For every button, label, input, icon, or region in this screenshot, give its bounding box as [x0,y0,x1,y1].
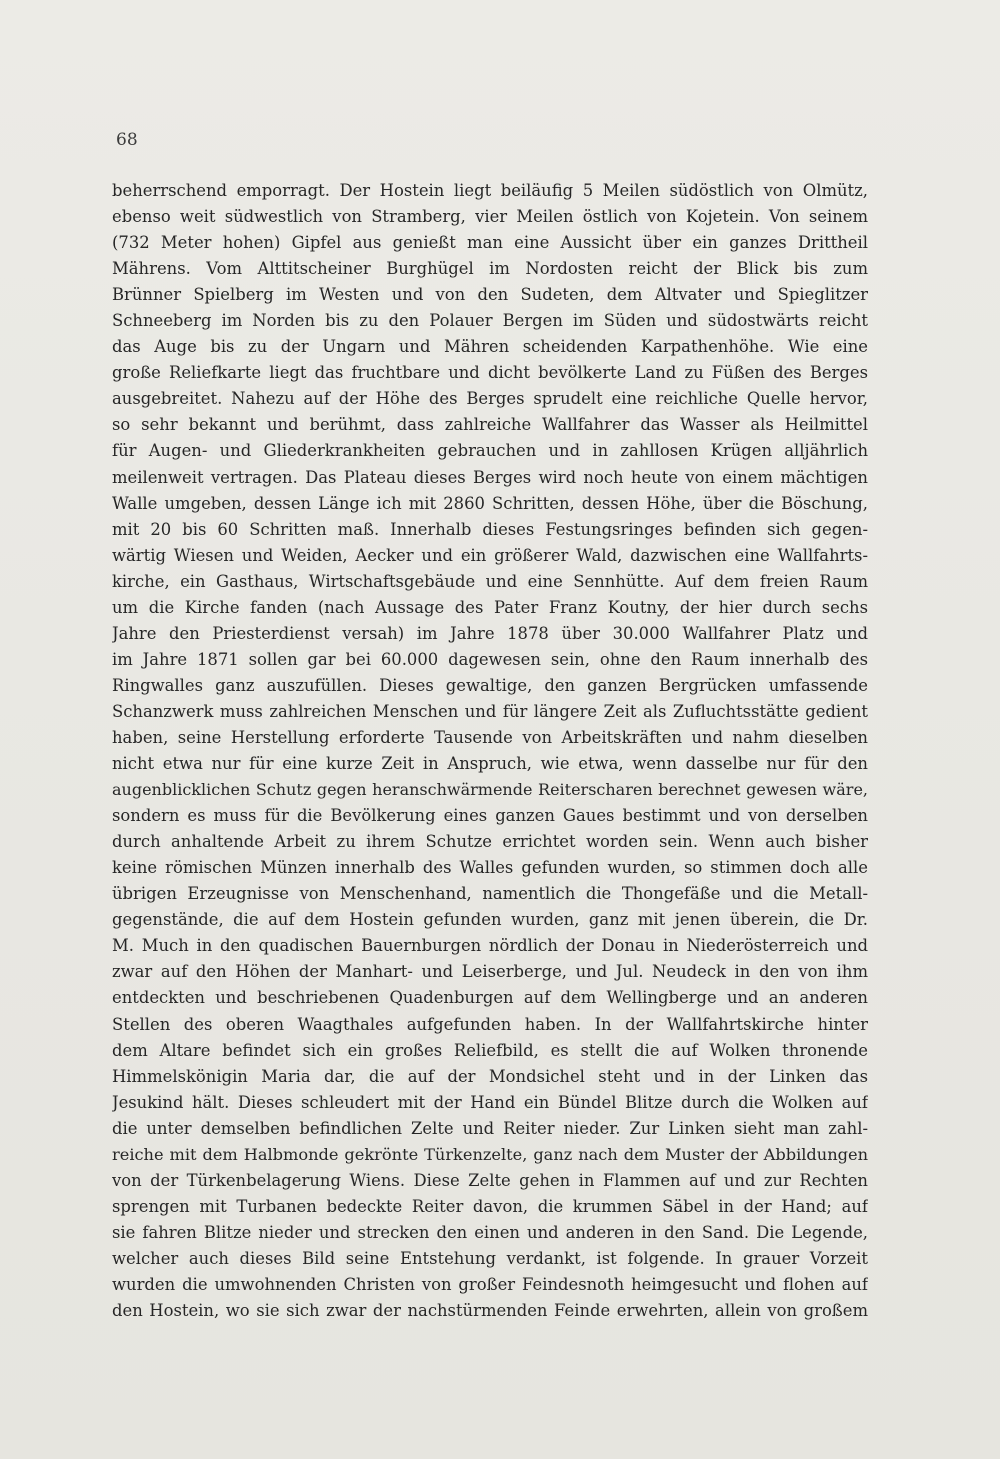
text-line: durch anhaltende Arbeit zu ihrem Schutze errichtet worden sein. Wenn auch bisher [112,832,868,852]
text-line: Brünner Spielberg im Westen und von den Sudeten, dem Altvater und Spieglitzer [112,285,868,305]
text-line: mit 20 bis 60 Schritten maß. Innerhalb dieses Festungsringes befinden sich gegen- [112,519,868,539]
text-line: das Auge bis zu der Ungarn und Mähren scheidenden Karpathenhöhe. Wie eine [112,337,868,357]
text-line: nicht etwa nur für eine kurze Zeit in Anspruch, wie etwa, wenn dasselbe nur für den [112,754,868,774]
text-line: sondern es muss für die Bevölkerung eines ganzen Gaues bestimmt und von derselben [112,806,868,826]
text-line: den Hostein, wo sie sich zwar der nachstürmenden Feinde erwehrten, allein von großem [112,1301,868,1321]
text-line: Jahre den Priesterdienst versah) im Jahre 1878 über 30.000 Wallfahrer Platz und [112,623,868,643]
text-line: so sehr bekannt und berühmt, dass zahlreiche Wallfahrer das Wasser als Heilmittel [112,415,868,435]
text-line: meilenweit vertragen. Das Plateau dieses Berges wird noch heute von einem mächtigen [112,467,868,487]
body-text [112,178,868,1324]
text-line: wurden die umwohnenden Christen von großer Feindesnoth heimgesucht und flohen auf [112,1274,868,1294]
text-line: haben, seine Herstellung erforderte Tausende von Arbeitskräften und nahm dieselben [112,727,868,747]
text-line: ausgebreitet. Nahezu auf der Höhe des Berges sprudelt eine reichliche Quelle hervor, [112,389,868,409]
text-line: kirche, ein Gasthaus, Wirtschaftsgebäude und eine Sennhütte. Auf dem freien Raum [112,571,868,591]
text-line: (732 Meter hohen) Gipfel aus genießt man eine Aussicht über ein ganzes Drittheil [112,233,868,253]
text-line: übrigen Erzeugnisse von Menschenhand, namentlich die Thongefäße und die Metall- [112,884,868,904]
text-line: gegenstände, die auf dem Hostein gefunden wurden, ganz mit jenen überein, die Dr. [112,910,868,930]
text-line: M. Much in den quadischen Bauernburgen nördlich der Donau in Niederösterreich und [112,936,868,956]
text-line: augenblicklichen Schutz gegen heranschwärmende Reiterscharen berechnet gewesen wäre, [112,780,868,800]
text-line: wärtig Wiesen und Weiden, Aecker und ein größerer Wald, dazwischen eine Wallfahrts- [112,545,868,565]
text-line: Jesukind hält. Dieses schleudert mit der Hand ein Bündel Blitze durch die Wolken auf [112,1092,868,1112]
text-line: für Augen- und Gliederkrankheiten gebrauchen und in zahllosen Krügen alljährlich [112,441,868,461]
text-line: um die Kirche fanden (nach Aussage des Pater Franz Koutny, der hier durch sechs [112,597,868,617]
text-line: dem Altare befindet sich ein großes Reliefbild, es stellt die auf Wolken thronende [112,1040,868,1060]
text-line: von der Türkenbelagerung Wiens. Diese Zelte gehen in Flammen auf und zur Rechten [112,1170,868,1190]
text-line: Mährens. Vom Alttitscheiner Burghügel im Nordosten reicht der Blick bis zum [112,259,868,279]
text-line: Stellen des oberen Waagthales aufgefunden haben. In der Wallfahrtskirche hinter [112,1014,868,1034]
text-line: reiche mit dem Halbmonde gekrönte Türkenzelte, ganz nach dem Muster der Abbildungen [112,1144,868,1164]
text-line: sprengen mit Turbanen bedeckte Reiter davon, die krummen Säbel in der Hand; auf [112,1196,868,1216]
text-line: im Jahre 1871 sollen gar bei 60.000 dagewesen sein, ohne den Raum innerhalb des [112,649,868,669]
text-line: Schneeberg im Norden bis zu den Polauer Bergen im Süden und südostwärts reicht [112,311,868,331]
text-line: beherrschend emporragt. Der Hostein liegt beiläufig 5 Meilen südöstlich von Olmütz, [112,181,868,200]
page-number: 68 [116,130,138,150]
text-line: Schanzwerk muss zahlreichen Menschen und für längere Zeit als Zufluchtsstätte gedient [112,701,868,721]
text-line: entdeckten und beschriebenen Quadenburgen auf dem Wellingberge und an anderen [112,988,868,1008]
text-line: Ringwalles ganz auszufüllen. Dieses gewaltige, den ganzen Bergrücken umfassende [112,675,868,695]
text-line: zwar auf den Höhen der Manhart- und Leiserberge, und Jul. Neudeck in den von ihm [112,962,868,982]
text-line: ebenso weit südwestlich von Stramberg, vier Meilen östlich von Kojetein. Von seinem [112,207,868,227]
text-line: welcher auch dieses Bild seine Entstehung verdankt, ist folgende. In grauer Vorzeit [112,1248,868,1268]
text-line: sie fahren Blitze nieder und strecken den einen und anderen in den Sand. Die Legende, [112,1222,868,1242]
text-line: die unter demselben befindlichen Zelte und Reiter nieder. Zur Linken sieht man zahl- [112,1118,868,1138]
text-line: Walle umgeben, dessen Länge ich mit 2860 Schritten, dessen Höhe, über die Böschung, [112,493,868,513]
text-line: Himmelskönigin Maria dar, die auf der Mondsichel steht und in der Linken das [112,1066,868,1086]
text-line: große Reliefkarte liegt das fruchtbare und dicht bevölkerte Land zu Füßen des Berges [112,363,868,383]
text-line: keine römischen Münzen innerhalb des Walles gefunden wurden, so stimmen doch alle [112,858,868,878]
